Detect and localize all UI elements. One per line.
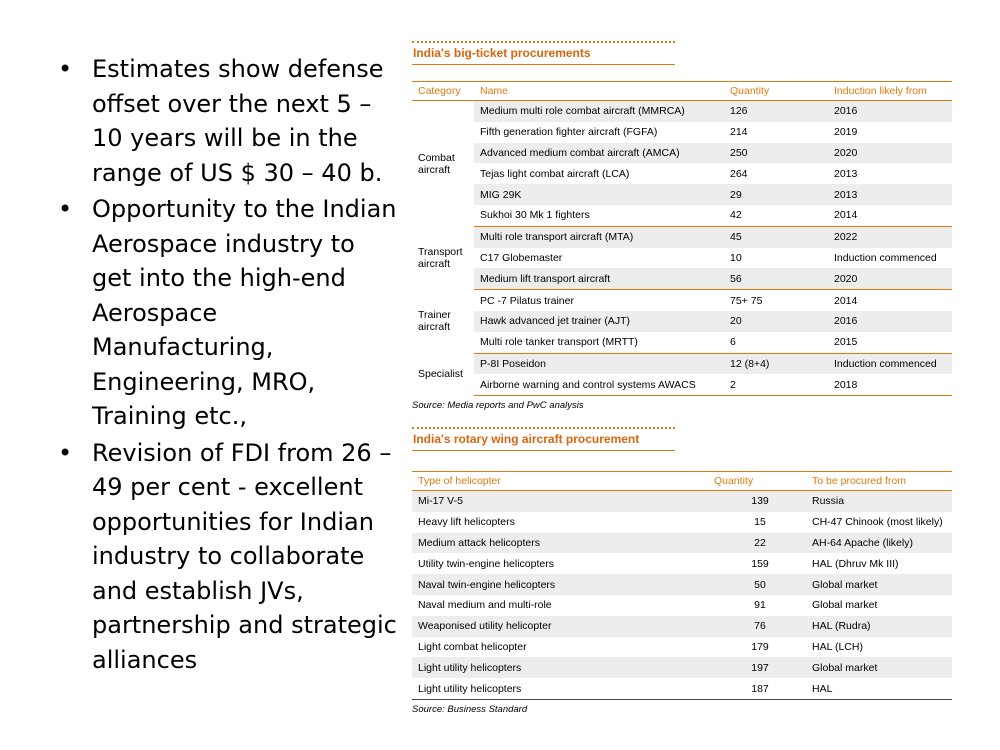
induction-cell: 2013 (834, 167, 858, 180)
quantity-cell: 187 (708, 678, 806, 699)
table-row (412, 143, 952, 164)
induction-cell: 2019 (834, 126, 858, 139)
bullet-list (58, 52, 398, 679)
quantity-cell: 159 (751, 557, 769, 570)
table-row (412, 226, 952, 247)
name-cell: Medium lift transport aircraft (474, 268, 724, 289)
quantity-cell: 126 (724, 101, 828, 122)
table-row (412, 248, 952, 269)
name-cell: Airborne warning and control systems AWACS (474, 374, 724, 395)
induction-cell: 2016 (828, 311, 952, 332)
quantity-cell: 139 (708, 491, 806, 512)
name-cell: P-8I Poseidon (474, 353, 724, 374)
name-cell: Multi role transport aircraft (MTA) (474, 226, 724, 247)
induction-cell: 2020 (828, 143, 952, 164)
table-row (412, 678, 952, 699)
type-cell: Light utility helicopters (412, 657, 708, 678)
table-row (412, 311, 952, 332)
induction-cell: Induction commenced (834, 251, 937, 264)
source-cell: CH-47 Chinook (most likely) (812, 516, 943, 529)
table-row (412, 122, 952, 143)
induction-cell: 2014 (828, 205, 952, 226)
bullet-item: • Opportunity to the Indian Aerospace industry to get into the high-end Aerospace Manufacturing, Engineering, MRO, Training etc., (58, 192, 398, 434)
source-cell: HAL (806, 678, 952, 699)
name-cell: Advanced medium combat aircraft (AMCA) (474, 143, 724, 164)
table-row (412, 163, 952, 184)
procurements-table-block (412, 41, 952, 411)
quantity-cell: 12 (8+4) (724, 353, 828, 374)
table-row (412, 101, 952, 122)
induction-cell: 2018 (828, 374, 952, 395)
rotary-header-row (412, 472, 952, 491)
header-type: Type of helicopter (412, 472, 708, 491)
table-row (412, 657, 952, 678)
procurements-body (412, 101, 952, 396)
header-induction: Induction likely from (828, 82, 952, 101)
table-row (412, 595, 952, 616)
quantity-cell: 250 (724, 143, 828, 164)
induction-cell: 2013 (828, 184, 952, 205)
table-row (412, 205, 952, 226)
name-cell: MIG 29K (474, 184, 724, 205)
induction-cell: 2015 (828, 332, 952, 353)
source-cell: HAL (Rudra) (806, 616, 952, 637)
induction-cell: 2014 (834, 294, 858, 307)
type-cell: Heavy lift helicopters (418, 516, 515, 529)
induction-cell: 2016 (828, 101, 952, 122)
table-row (412, 553, 952, 574)
category-cell: Trainer aircraft (412, 290, 474, 353)
source-cell: Russia (806, 491, 952, 512)
quantity-cell: 197 (708, 657, 806, 678)
type-cell: Weaponised utility helicopter (412, 616, 708, 637)
name-cell: Sukhoi 30 Mk 1 fighters (474, 205, 724, 226)
type-cell: Mi-17 V-5 (412, 491, 708, 512)
bullet-item: • Estimates show defense offset over the next 5 – 10 years will be in the range of US $ 30 – 40 b. (58, 52, 398, 190)
header-name: Name (474, 82, 724, 101)
table-row (412, 491, 952, 512)
header-category: Category (412, 82, 474, 101)
type-cell: Light utility helicopters (412, 678, 708, 699)
category-cell: Specialist (412, 353, 474, 396)
quantity-cell: 179 (751, 640, 769, 653)
source-cell: Global market (812, 599, 878, 612)
induction-cell: 2022 (828, 226, 952, 247)
source-cell: HAL (LCH) (812, 640, 863, 653)
table-row (412, 512, 952, 533)
table-row (412, 533, 952, 554)
procurements-title: India's big-ticket procurements (412, 41, 675, 65)
quantity-cell: 50 (708, 574, 806, 595)
induction-cell: Induction commenced (828, 353, 952, 374)
header-quantity: Quantity (724, 82, 828, 101)
quantity-cell: 10 (730, 251, 742, 264)
rotary-table (412, 471, 952, 700)
quantity-cell: 29 (724, 184, 828, 205)
procurements-header-row (412, 82, 952, 101)
name-cell: Multi role tanker transport (MRTT) (474, 332, 724, 353)
table-row (412, 184, 952, 205)
table-row (412, 574, 952, 595)
quantity-cell: 2 (724, 374, 828, 395)
name-cell: Medium multi role combat aircraft (MMRCA) (474, 101, 724, 122)
quantity-cell: 56 (724, 268, 828, 289)
quantity-cell: 20 (724, 311, 828, 332)
rotary-title: India's rotary wing aircraft procurement (412, 427, 675, 451)
name-cell: Fifth generation fighter aircraft (FGFA) (480, 126, 658, 139)
quantity-cell: 214 (730, 126, 748, 139)
table-row (412, 332, 952, 353)
procurements-table (412, 81, 952, 396)
name-cell: PC -7 Pilatus trainer (480, 294, 574, 307)
quantity-cell: 45 (724, 226, 828, 247)
header-quantity: Quantity (708, 472, 806, 491)
quantity-cell: 76 (708, 616, 806, 637)
rotary-source: Source: Business Standard (412, 703, 528, 715)
induction-cell: 2020 (828, 268, 952, 289)
type-cell: Medium attack helicopters (412, 533, 708, 554)
category-cell: Combat aircraft (412, 101, 474, 227)
name-cell: C17 Globemaster (480, 251, 563, 264)
quantity-cell: 91 (754, 599, 766, 612)
type-cell: Naval medium and multi-role (418, 599, 552, 612)
bullet-item: • Revision of FDI from 26 – 49 per cent - excellent opportunities for Indian industry to collaborate and establish JVs, partnership and strategic alliances (58, 436, 398, 678)
source-cell: Global market (806, 657, 952, 678)
table-row (412, 616, 952, 637)
table-row (412, 374, 952, 395)
quantity-cell: 6 (724, 332, 828, 353)
header-procured-from: To be procured from (806, 472, 952, 491)
quantity-cell: 264 (730, 167, 748, 180)
table-row (412, 290, 952, 311)
category-cell: Transport aircraft (412, 226, 474, 289)
name-cell: Hawk advanced jet trainer (AJT) (474, 311, 724, 332)
table-row (412, 268, 952, 289)
source-cell: AH-64 Apache (likely) (806, 533, 952, 554)
table-row (412, 637, 952, 658)
procurements-source: Source: Media reports and PwC analysis (412, 400, 584, 412)
quantity-cell: 75+ 75 (730, 294, 763, 307)
source-cell: Global market (806, 574, 952, 595)
type-cell: Naval twin-engine helicopters (412, 574, 708, 595)
quantity-cell: 15 (754, 516, 766, 529)
source-cell: HAL (Dhruv Mk III) (812, 557, 899, 570)
table-row (412, 353, 952, 374)
quantity-cell: 42 (724, 205, 828, 226)
rotary-table-block (412, 427, 952, 715)
name-cell: Tejas light combat aircraft (LCA) (480, 167, 630, 180)
type-cell: Light combat helicopter (418, 640, 527, 653)
rotary-body (412, 491, 952, 700)
quantity-cell: 22 (708, 533, 806, 554)
type-cell: Utility twin-engine helicopters (418, 557, 554, 570)
